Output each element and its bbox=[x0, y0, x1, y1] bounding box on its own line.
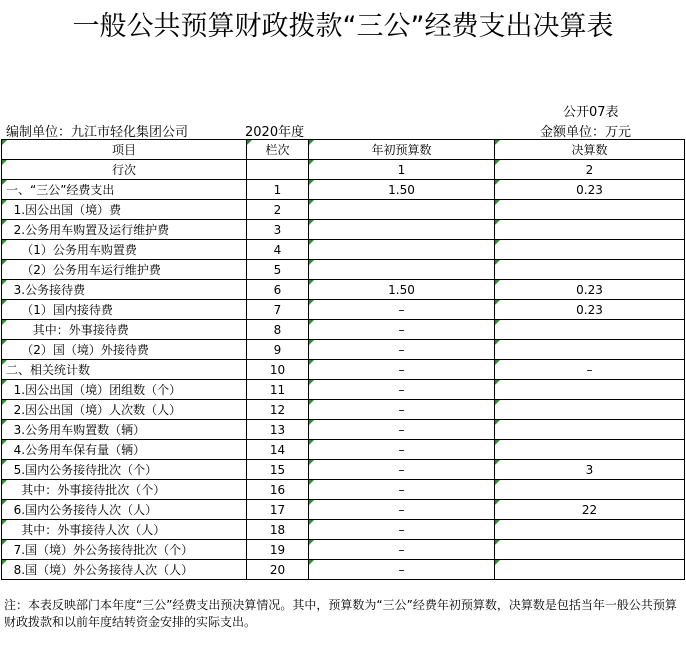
row-actual bbox=[495, 220, 685, 240]
table-row bbox=[2, 280, 685, 300]
row-item: 二、相关统计数 bbox=[2, 360, 247, 380]
table-row bbox=[2, 480, 685, 500]
row-index-label: 行次 bbox=[2, 160, 247, 180]
row-budget: – bbox=[309, 440, 495, 460]
row-budget: 1.50 bbox=[309, 180, 495, 200]
table-row bbox=[2, 500, 685, 520]
row-actual: 0.23 bbox=[495, 280, 685, 300]
page-title: 一般公共预算财政拨款“三公”经费支出决算表 bbox=[72, 11, 614, 42]
row-item: （2）国（境）外接待费 bbox=[2, 340, 247, 360]
row-line-no: 6 bbox=[247, 280, 309, 300]
form-code: 公开07表 bbox=[563, 105, 619, 120]
row-index-actual: 2 bbox=[495, 160, 685, 180]
row-line-no: 15 bbox=[247, 460, 309, 480]
row-item: 6.国内公务接待人次（人） bbox=[2, 500, 247, 520]
header-item: 项目 bbox=[2, 140, 247, 160]
header-row bbox=[2, 140, 685, 160]
row-line-no: 16 bbox=[247, 480, 309, 500]
row-line-no: 3 bbox=[247, 220, 309, 240]
row-line-no: 17 bbox=[247, 500, 309, 520]
row-actual: – bbox=[495, 360, 685, 380]
row-item: 1.因公出国（境）团组数（个） bbox=[2, 380, 247, 400]
row-budget bbox=[309, 220, 495, 240]
row-budget: – bbox=[309, 360, 495, 380]
row-actual: 0.23 bbox=[495, 180, 685, 200]
row-budget bbox=[309, 200, 495, 220]
row-item: 其中：外事接待人次（人） bbox=[2, 520, 247, 540]
row-budget: – bbox=[309, 300, 495, 320]
row-line-no: 11 bbox=[247, 380, 309, 400]
row-item: 4.公务用车保有量（辆） bbox=[2, 440, 247, 460]
table-row bbox=[2, 340, 685, 360]
table-row bbox=[2, 380, 685, 400]
table-row bbox=[2, 400, 685, 420]
table-row bbox=[2, 420, 685, 440]
row-budget bbox=[309, 260, 495, 280]
table-row bbox=[2, 520, 685, 540]
row-line-no: 12 bbox=[247, 400, 309, 420]
row-index-budget: 1 bbox=[309, 160, 495, 180]
table-row bbox=[2, 220, 685, 240]
fiscal-year: 2020年度 bbox=[245, 125, 305, 140]
header-line-no: 栏次 bbox=[247, 140, 309, 160]
row-budget: – bbox=[309, 520, 495, 540]
table-row bbox=[2, 440, 685, 460]
row-budget: – bbox=[309, 560, 495, 580]
row-line-no: 13 bbox=[247, 420, 309, 440]
header-actual: 决算数 bbox=[495, 140, 685, 160]
row-line-no: 19 bbox=[247, 540, 309, 560]
row-item: 5.国内公务接待批次（个） bbox=[2, 460, 247, 480]
table-row bbox=[2, 360, 685, 380]
row-line-no: 7 bbox=[247, 300, 309, 320]
row-budget: – bbox=[309, 380, 495, 400]
row-item: 一、“三公”经费支出 bbox=[2, 180, 247, 200]
row-line-no: 8 bbox=[247, 320, 309, 340]
row-actual: 3 bbox=[495, 460, 685, 480]
row-actual bbox=[495, 200, 685, 220]
amount-unit: 金额单位：万元 bbox=[540, 125, 632, 140]
table-row bbox=[2, 460, 685, 480]
row-budget: – bbox=[309, 460, 495, 480]
table-row bbox=[2, 180, 685, 200]
row-actual bbox=[495, 440, 685, 460]
row-item: （1）公务用车购置费 bbox=[2, 240, 247, 260]
row-item: 其中：外事接待批次（个） bbox=[2, 480, 247, 500]
row-actual bbox=[495, 420, 685, 440]
row-actual bbox=[495, 240, 685, 260]
row-line-no: 4 bbox=[247, 240, 309, 260]
row-line-no: 5 bbox=[247, 260, 309, 280]
row-actual bbox=[495, 520, 685, 540]
row-line-no: 2 bbox=[247, 200, 309, 220]
row-item: 8.国（境）外公务接待人次（人） bbox=[2, 560, 247, 580]
row-line-no: 18 bbox=[247, 520, 309, 540]
footnote: 注：本表反映部门本年度“三公”经费支出预决算情况。其中，预算数为“三公”经费年初预算数，决算数是包括当年一般公共预算财政拨款和以前年度结转资金安排的实际支出。 bbox=[4, 598, 677, 629]
row-item: 3.公务接待费 bbox=[2, 280, 247, 300]
row-budget: 1.50 bbox=[309, 280, 495, 300]
table-row bbox=[2, 200, 685, 220]
row-actual bbox=[495, 320, 685, 340]
row-item: 1.因公出国（境）费 bbox=[2, 200, 247, 220]
row-budget bbox=[309, 240, 495, 260]
row-line-no: 20 bbox=[247, 560, 309, 580]
row-item: 2.因公出国（境）人次数（人） bbox=[2, 400, 247, 420]
row-actual bbox=[495, 480, 685, 500]
row-item: 7.国（境）外公务接待批次（个） bbox=[2, 540, 247, 560]
row-line-no: 10 bbox=[247, 360, 309, 380]
compiling-unit: 编制单位：九江市轻化集团公司 bbox=[6, 125, 189, 140]
row-budget: – bbox=[309, 480, 495, 500]
row-item: 2.公务用车购置及运行维护费 bbox=[2, 220, 247, 240]
row-budget: – bbox=[309, 500, 495, 520]
row-actual bbox=[495, 380, 685, 400]
row-budget: – bbox=[309, 420, 495, 440]
table-row bbox=[2, 240, 685, 260]
row-item: （1）国内接待费 bbox=[2, 300, 247, 320]
table-row bbox=[2, 560, 685, 580]
row-index-row bbox=[2, 160, 685, 180]
row-actual: 0.23 bbox=[495, 300, 685, 320]
row-budget: – bbox=[309, 320, 495, 340]
row-budget: – bbox=[309, 400, 495, 420]
expenditure-table bbox=[1, 139, 685, 580]
row-line-no: 1 bbox=[247, 180, 309, 200]
row-line-no: 14 bbox=[247, 440, 309, 460]
header-budget: 年初预算数 bbox=[309, 140, 495, 160]
row-item: 3.公务用车购置数（辆） bbox=[2, 420, 247, 440]
row-actual bbox=[495, 340, 685, 360]
row-actual bbox=[495, 260, 685, 280]
table-row bbox=[2, 540, 685, 560]
row-index-empty bbox=[247, 160, 309, 180]
row-item: （2）公务用车运行维护费 bbox=[2, 260, 247, 280]
row-budget: – bbox=[309, 340, 495, 360]
row-actual bbox=[495, 560, 685, 580]
table-row bbox=[2, 320, 685, 340]
row-actual: 22 bbox=[495, 500, 685, 520]
row-actual bbox=[495, 400, 685, 420]
table-row bbox=[2, 260, 685, 280]
row-budget: – bbox=[309, 540, 495, 560]
row-item: 其中：外事接待费 bbox=[2, 320, 247, 340]
table-row bbox=[2, 300, 685, 320]
row-line-no: 9 bbox=[247, 340, 309, 360]
row-actual bbox=[495, 540, 685, 560]
